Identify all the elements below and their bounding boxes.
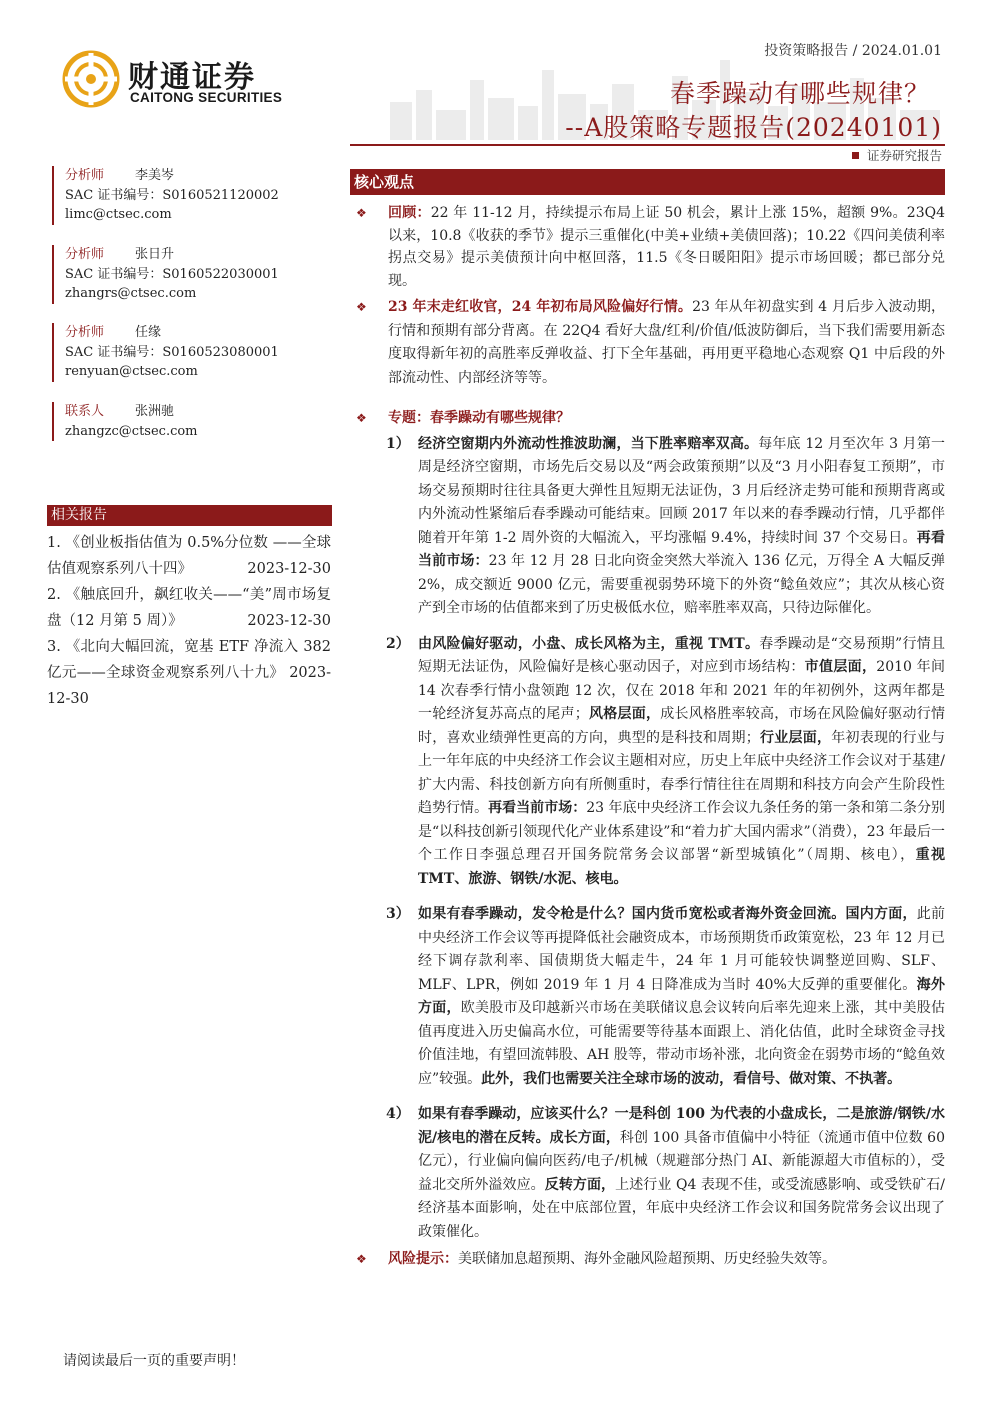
topic-point-2 xyxy=(350,633,945,892)
analyst-card xyxy=(52,166,345,225)
report-type-label: 证券研究报告 xyxy=(866,148,942,163)
point-text: 年初表现的行业与上一年年底的中央经济工作会议主题相对应，历史上年底中央经济工作会议对于基建/扩大内需、科技创新方向有所侧重时，春季行情往往在周期和科技方向会产生阶段性趋势行情。 xyxy=(418,729,945,816)
bullet-label: 23 年末走红收官，24 年初布局风险偏好行情。 xyxy=(388,299,693,315)
bullet-topic xyxy=(350,407,945,431)
topic-point-4 xyxy=(350,1103,945,1244)
square-bullet-icon xyxy=(852,152,859,159)
bullet-outlook xyxy=(350,296,945,390)
contact-email[interactable]: zhangzc@ctsec.com xyxy=(65,423,198,439)
bullet-text: 美联储加息超预期、海外金融风险超预期、历史经验失效等。 xyxy=(458,1251,836,1267)
point-text: 欧美股市及印越新兴市场在美联储议息会议转向后率先迎来上涨，其中美股估值再度进入历史偏高水位，可能需要等待基本面跟上、消化估值，此时全球资金寻找价值洼地，有望回流韩股、AH 股等，带动市场补涨，北向资金在弱势市场的“鲶鱼效应”较强。 xyxy=(418,1000,945,1087)
related-report-title[interactable]: 1. 《创业板指估值为 0.5%分位数 ——全球估值观察系列八十四》 xyxy=(47,535,331,577)
bullet-label: 回顾： xyxy=(388,205,431,221)
related-report-date: 2023-12-30 xyxy=(247,561,331,577)
point-number: 4） xyxy=(386,1106,410,1122)
related-report-item[interactable] xyxy=(47,582,331,634)
bullet-text: 22 年 11-12 月，持续提示布局上证 50 机会，累计上涨 15%，超额 9%。23Q4 以来，10.8《收获的季节》提示三重催化(中美+业绩+美债回落)；10.22《四问美债利率拐点交易》提示美债预计向中枢回落，11.5《冬日暖阳阳》提示市场回暖；都已部分兑现。 xyxy=(388,205,946,289)
point-bold: 此外，我们也需要关注全球市场的波动，看信号、做对策、不执著。 xyxy=(481,1070,902,1087)
contact-role: 联系人 xyxy=(65,404,105,419)
point-bold: 重视 TMT、旅游、钢铁/水泥、核电。 xyxy=(418,847,946,887)
related-report-title[interactable]: 2. 《触底回升，飙红收关——“美”周市场复盘（12 月第 5 周）》 xyxy=(47,587,331,629)
point-text: 2010 年间 14 次春季行情小盘领跑 12 次，仅在 2018 年和 2021 年的年初例外，这两年都是一轮经济复苏高点的尾声； xyxy=(418,659,946,722)
point-bold: 再看当前市场： xyxy=(488,800,587,816)
diamond-bullet-icon: ❖ xyxy=(356,411,367,425)
point-text: 成长风格胜率较高，市场在风险偏好驱动行情时，喜欢业绩弹性更高的方向，典型的是科技和周期； xyxy=(418,706,945,746)
analyst-email[interactable]: zhangrs@ctsec.com xyxy=(65,286,197,301)
report-subtitle: --A股策略专题报告(20240101) xyxy=(565,113,942,142)
point-text: 上述行业 Q4 表现不佳，或受流感影响、或受铁矿石/经济基本面影响，处在中底部位置，年底中央经济工作会议和国务院常务会议出现了政策催化。 xyxy=(418,1176,945,1240)
bullet-text: 23 年从年初盘实到 4 月后步入波动期，行情和预期有部分背离。在 22Q4 看好大盘/红利/价值/低波防御后，当下我们需要用新态度取得新年初的高胜率反弹收益、打下全年基础，再用更平稳地心态观察 Q1 中后段的外部流动性、内部经济等等。 xyxy=(388,299,945,386)
bullet-risk xyxy=(350,1248,945,1272)
point-number: 2） xyxy=(386,635,410,652)
analyst-name: 任缘 xyxy=(135,325,162,340)
analyst-cert: SAC 证书编号：S0160523080001 xyxy=(65,344,279,360)
analyst-name: 张日升 xyxy=(135,247,175,262)
analyst-name: 李美岑 xyxy=(135,168,175,183)
topic-point-1 xyxy=(350,433,945,621)
contact-card xyxy=(52,402,345,441)
related-report-title[interactable]: 3. 《北向大幅回流，宽基 ETF 净流入 382 亿元——全球资金观察系列八十九》 xyxy=(47,639,331,681)
point-bold: 再看当前市场： xyxy=(418,529,946,569)
bullet-label: 风险提示： xyxy=(388,1251,458,1267)
bullet-review xyxy=(350,202,945,292)
point-text: 23 年底中央经济工作会议九条任务的第一条和第二条分别是“以科技创新引领现代化产业体系建设”和“着力扩大国内需求”（消费），23 年最后一个工作日李强总理召开国务院常务会议部署“新型城镇化”（周期、核电）， xyxy=(418,800,946,863)
point-text: 春季躁动是“交易预期”行情且短期无法证伪，风险偏好是核心驱动因子，对应到市场结构： xyxy=(418,635,945,675)
analyst-role: 分析师 xyxy=(65,325,105,340)
point-lead: 如果有春季躁动，应该买什么？一是科创 100 为代表的小盘成长，二是旅游/钢铁/水泥/核电的潜在反转。成长方面， xyxy=(418,1106,945,1146)
core-viewpoints-heading: 核心观点 xyxy=(350,169,945,195)
diamond-bullet-icon: ❖ xyxy=(356,300,367,314)
report-meta: 投资策略报告 / 2024.01.01 xyxy=(764,43,942,59)
related-reports-list xyxy=(47,530,331,712)
related-report-item[interactable] xyxy=(47,530,331,582)
company-name-cn: 财通证券 xyxy=(128,60,256,95)
related-report-item[interactable] xyxy=(47,634,331,712)
point-text: 每年底 12 月至次年 3 月第一周是经济空窗期，市场先后交易以及“两会政策预期”以及“3 月小阳春复工预期”，市场交易预期时往往具备更大弹性且短期无法证伪，3 月后经济走势可能和预期背离或内外流动性紧缩后春季躁动可能结束。回顾 2017 年以来的春季躁动行情，几乎都伴随着开年第 1-2 周外资的大幅流入，平均涨幅 9.4%，持续时间 37 个交易日。 xyxy=(418,435,945,546)
contact-name: 张洲驰 xyxy=(135,404,175,419)
report-title: 春季躁动有哪些规律？ xyxy=(669,79,930,108)
point-lead: 如果有春季躁动，发令枪是什么？国内货币宽松或者海外资金回流。国内方面， xyxy=(418,906,917,922)
analyst-cert: SAC 证书编号：S0160521120002 xyxy=(65,187,279,203)
company-name-en: CAITONG SECURITIES xyxy=(130,90,283,105)
point-text: 23 年 12 月 28 日北向资金突然大举流入 136 亿元，万得全 A 大幅反弹 2%，成交额近 9000 亿元，需要重视弱势环境下的外资“鲶鱼效应”；其次从核心资产到全市场的估值都来到了历史极低水位，赔率胜率双高，只待边际催化。 xyxy=(418,553,946,616)
analyst-role: 分析师 xyxy=(65,247,105,262)
point-bold: 反转方面， xyxy=(544,1176,616,1193)
analyst-role: 分析师 xyxy=(65,168,105,183)
footer-disclaimer: 请阅读最后一页的重要声明！ xyxy=(63,1353,245,1369)
report-type xyxy=(852,146,942,164)
point-text: 科创 100 具备市值偏中小特征（流通市值中位数 60 亿元），行业偏向偏向医药/电子/机械（规避部分热门 AI、新能源超大市值标的），受益北交所外溢效应。 xyxy=(418,1129,945,1193)
diamond-bullet-icon: ❖ xyxy=(356,1252,367,1266)
diamond-bullet-icon: ❖ xyxy=(356,206,367,220)
topic-point-3 xyxy=(350,903,945,1091)
related-reports-heading: 相关报告 xyxy=(47,505,332,526)
point-number: 3） xyxy=(386,906,410,922)
point-lead: 经济空窗期内外流动性推波助澜，当下胜率赔率双高。 xyxy=(418,435,759,452)
bullet-label: 专题：春季躁动有哪些规律？ xyxy=(388,410,570,426)
related-report-date: 2023-12-30 xyxy=(247,613,331,629)
analyst-card xyxy=(52,245,345,304)
core-viewpoints-body xyxy=(350,200,945,1272)
analyst-card xyxy=(52,323,345,382)
point-text: 此前中央经济工作会议等再提降低社会融资成本，市场预期货币政策宽松，23 年 12 月已经下调存款利率、国债期货大幅走牛，24 年 1 月可能较快调整逆回购、SLF、MLF、LPR，例如 2019 年 1 月 4 日降准成为当时 40%大反弹的重要催化。 xyxy=(418,906,945,993)
point-number: 1） xyxy=(386,435,410,452)
point-lead: 由风险偏好驱动，小盘、成长风格为主，重视 TMT。 xyxy=(418,635,760,652)
logo-mark-icon xyxy=(62,50,120,108)
analyst-email[interactable]: renyuan@ctsec.com xyxy=(65,364,198,379)
company-logo xyxy=(62,50,302,110)
point-bold: 海外方面， xyxy=(418,976,945,1016)
point-bold: 风格层面， xyxy=(588,706,661,722)
point-bold: 市值层面， xyxy=(804,659,877,675)
analyst-cert: SAC 证书编号：S0160522030001 xyxy=(65,266,279,282)
point-bold: 行业层面， xyxy=(759,729,832,746)
analyst-email[interactable]: limc@ctsec.com xyxy=(65,207,172,222)
related-report-date: 2023-12-30 xyxy=(47,665,332,707)
